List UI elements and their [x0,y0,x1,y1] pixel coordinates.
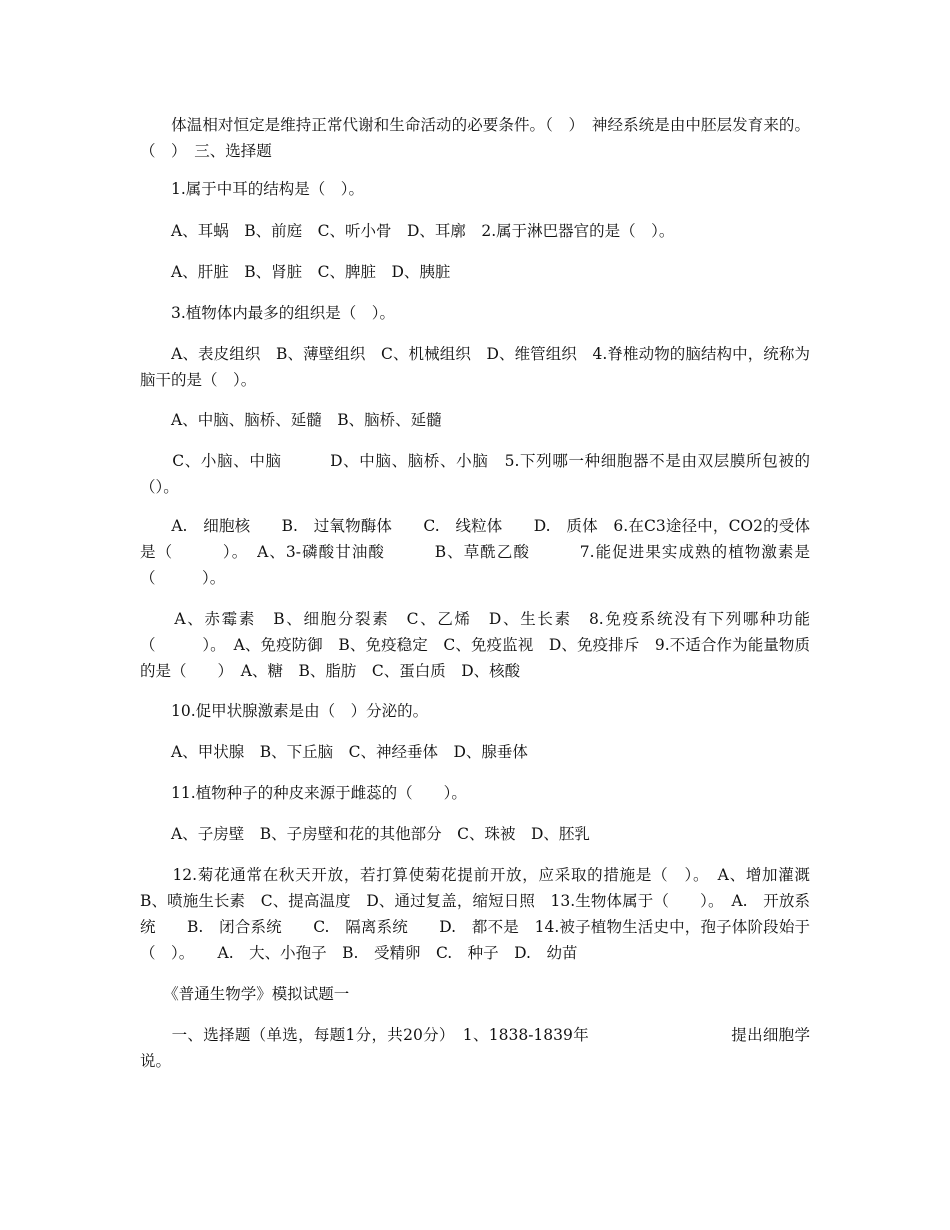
question-1: 1.属于中耳的结构是（ ）。 [140,180,365,198]
options-5-questions-6-7: A. 细胞核 B. 过氧物酶体 C. 线粒体 D. 质体 6.在C3途径中，CO2的受体是（ ）。 A、3-磷酸甘油酸 B、草酰乙酸 7.能促进果实成熟的植物激素是（ ）。 [140,517,810,587]
exam-title: 《普通生物学》模拟试题一 [140,985,350,1003]
options-7-questions-8-9: A、赤霉素 B、细胞分裂素 C、乙烯 D、生长素 8.免疫系统没有下列哪种功能（ ）。 A、免疫防御 B、免疫稳定 C、免疫监视 D、免疫排斥 9.不适合作为能量物质的是（ ） A、糖 B、脂肪 C、蛋白质 D、核酸 [140,610,810,680]
options-4a: A、中脑、脑桥、延髓 B、脑桥、延髓 [140,411,442,429]
question-3: 3.植物体内最多的组织是（ ）。 [140,304,396,322]
question-11: 11.植物种子的种皮来源于雌蕊的（ ）。 [140,784,467,802]
section-1-heading: 一、选择题（单选，每题1分，共20分） 1、1838-1839年 提出细胞学说。 [140,1026,810,1070]
questions-12-14: 12.菊花通常在秋天开放，若打算使菊花提前开放，应采取的措施是（ ）。 A、增加灌溉 B、喷施生长素 C、提高温度 D、通过复盖，缩短日照 13.生物体属于（ ）。 A. 开放系统 B. 闭合系统 C. 隔离系统 D. 都不是 14.被子植物生活史中，孢子体阶段始于（ ）。 A. 大、小孢子 B. 受精卵 C. 种子 D. 幼苗 [140,866,826,962]
options-1-question-2: A、耳蜗 B、前庭 C、听小骨 D、耳廓 2.属于淋巴器官的是（ ）。 [140,222,675,240]
options-2: A、肝脏 B、肾脏 C、脾脏 D、胰脏 [140,263,451,281]
options-4b-question-5: C、小脑、中脑 D、中脑、脑桥、小脑 5.下列哪一种细胞器不是由双层膜所包被的（）。 [140,452,810,496]
question-10: 10.促甲状腺激素是由（ ）分泌的。 [140,702,429,720]
paragraph-true-false-tail: 体温相对恒定是维持正常代谢和生命活动的必要条件。（ ） 神经系统是由中胚层发育来的。（ ） 三、选择题 [140,116,810,160]
options-11: A、子房壁 B、子房壁和花的其他部分 C、珠被 D、胚乳 [140,825,590,843]
options-10: A、甲状腺 B、下丘脑 C、神经垂体 D、腺垂体 [140,743,528,761]
options-3-question-4: A、表皮组织 B、薄壁组织 C、机械组织 D、维管组织 4.脊椎动物的脑结构中，统称为脑干的是（ ）。 [140,345,810,389]
